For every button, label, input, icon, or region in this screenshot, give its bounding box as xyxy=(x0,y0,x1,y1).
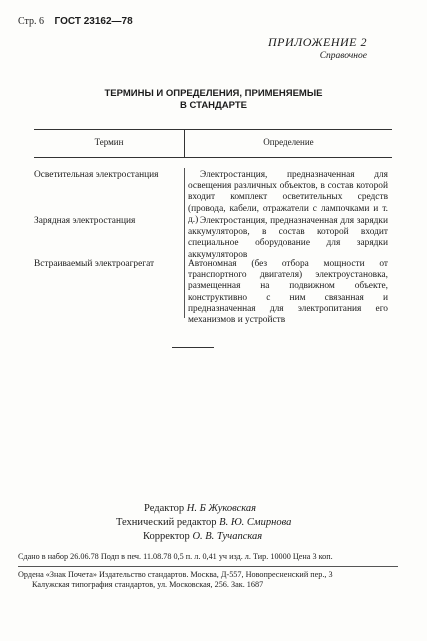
appendix-kind: Справочное xyxy=(319,51,367,61)
column-header-term: Термин xyxy=(94,137,124,147)
appendix-label xyxy=(268,35,367,61)
table-row-definition: Автономная (без отбора мощности от транспортного двигателя) электроустановка, размещенная на подвижном объекте, конструктивно с ним связанная и предназначенная для электропитания его механизмов и устройств xyxy=(188,259,388,326)
section-title xyxy=(0,88,427,112)
tech-editor-name: В. Ю. Смирнова xyxy=(219,517,292,528)
table-row-term: Зарядная электростанция xyxy=(34,216,136,226)
table-row-definition: Электростанция, предназначенная для зарядки аккумуляторов, в состав которой входит специальное оборудование для зарядки аккумуляторов xyxy=(188,216,388,260)
standard-number: ГОСТ 23162—78 xyxy=(54,16,133,27)
editor-name: Н. Б Жуковская xyxy=(186,503,257,514)
end-of-table-rule xyxy=(172,347,214,348)
editor-role: Редактор xyxy=(144,503,185,514)
editor-credit xyxy=(144,502,256,516)
appendix-number: ПРИЛОЖЕНИЕ 2 xyxy=(268,35,367,49)
table-row-term: Осветительная электростанция xyxy=(34,170,159,180)
publisher-line-1: Ордена «Знак Почета» Издательство стандартов. Москва, Д-557, Новопресненский пер., 3 xyxy=(18,570,333,579)
table-header-rule xyxy=(34,157,392,158)
page-number: Стр. 6 xyxy=(18,16,45,27)
table-body-divider xyxy=(184,168,185,318)
tech-editor-credit xyxy=(116,516,291,530)
proofreader-credit xyxy=(143,530,262,544)
table-top-rule xyxy=(34,129,392,130)
publisher-line-2: Калужская типография стандартов, ул. Московская, 256. Зак. 1687 xyxy=(32,580,264,589)
print-details: Сдано в набор 26.06.78 Подп в печ. 11.08.78 0,5 п. л. 0,41 уч изд. л. Тир. 10000 Цена 3 коп. xyxy=(18,552,333,561)
column-header-definition: Определение xyxy=(263,137,314,147)
proofreader-role: Корректор xyxy=(143,531,190,542)
proofreader-name: О. В. Тучапская xyxy=(192,531,263,542)
tech-editor-role: Технический редактор xyxy=(116,517,217,528)
section-title-line-1: ТЕРМИНЫ И ОПРЕДЕЛЕНИЯ, ПРИМЕНЯЕМЫЕ xyxy=(104,88,323,99)
table-row-term: Встраиваемый электроагрегат xyxy=(34,259,155,269)
page-header xyxy=(18,16,133,27)
section-title-line-2: В СТАНДАРТЕ xyxy=(179,100,248,111)
table-row-definition: Электростанция, предназначенная для освещения различных объектов, в состав которой входит комплект осветительных средств (провода, кабели, отражатели с лампочками и т. д.) xyxy=(188,170,388,225)
imprint-rule xyxy=(18,566,398,567)
